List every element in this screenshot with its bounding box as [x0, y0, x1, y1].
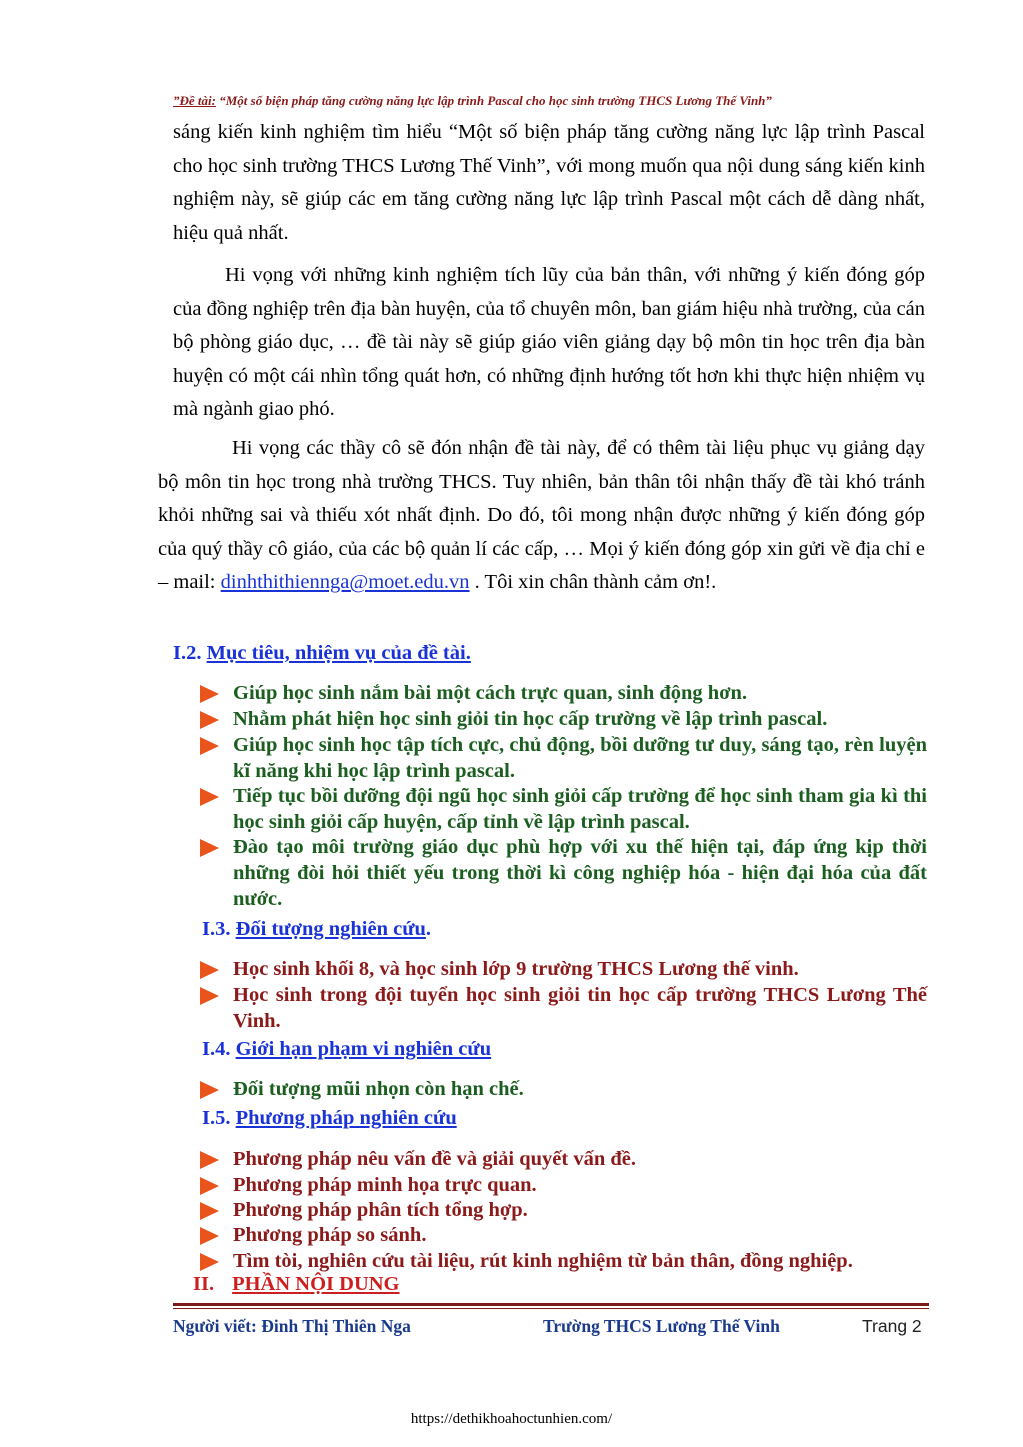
list-item-text: Phương pháp nêu vấn đề và giải quyết vấn đề. [233, 1148, 637, 1170]
footer-divider-thin [173, 1308, 929, 1309]
list-item-text: Giúp học sinh học tập tích cực, chủ động, bồi dưỡng tư duy, sáng tạo, rèn luyện kĩ năng khi học lập trình pascal. [233, 734, 927, 782]
section-title: Phương pháp nghiên cứu [235, 1107, 457, 1129]
email-link[interactable]: dinhthithiennga@moet.edu.vn [220, 571, 470, 593]
intro-paragraph-1: sáng kiến kinh nghiệm tìm hiểu “Một số biện pháp tăng cường năng lực lập trình Pascal cho học sinh trường THCS Lương Thế Vinh”, với mong muốn qua nội dung sáng kiến kinh nghiệm này, sẽ giúp các em tăng cường năng lực lập trình Pascal một cách dễ dàng nhất, hiệu quả nhất. [173, 121, 925, 244]
paragraph-3-text: Hi vọng các thầy cô sẽ đón nhận đề tài này, để có thêm tài liệu phục vụ giảng dạy bộ môn tin học trong nhà trường THCS. Tuy nhiên, bản thân tôi nhận thấy đề tài khó tránh khỏi những sai và thiếu xót nhất định. Do đó, tôi mong nhận được những ý kiến đóng góp của quý thầy cô giáo, của các bộ quản lí các cấp, … Mọi ý kiến đóng góp xin gửi về địa chỉ e – mail: [158, 437, 925, 593]
part-number: II. [193, 1273, 215, 1295]
list-item [200, 783, 927, 835]
list-item [200, 982, 927, 1034]
triangle-bullet-icon [200, 987, 219, 1005]
list-item [200, 1248, 927, 1274]
triangle-bullet-icon [200, 1253, 219, 1271]
list-item-text: Giúp học sinh nắm bài một cách trực quan, sinh động hơn. [233, 682, 748, 704]
source-url: https://dethikhoahoctunhien.com/ [410, 1411, 613, 1427]
intro-paragraph-2: Hi vọng với những kinh nghiệm tích lũy của bản thân, với những ý kiến đóng góp của đồng nghiệp trên địa bàn huyện, của tổ chuyên môn, ban giám hiệu nhà trường, của cán bộ phòng giáo dục, … đề tài này sẽ giúp giáo viên giảng dạy bộ môn tin học trên địa bàn huyện có một cái nhìn tổng quát hơn, có những định hướng tốt hơn khi thực hiện nhiệm vụ mà ngành giao phó. [173, 264, 925, 420]
list-item [200, 732, 927, 784]
section-title: Mục tiêu, nhiệm vụ của đề tài. [206, 642, 471, 664]
list-item-text: Đối tượng mũi nhọn còn hạn chế. [233, 1078, 524, 1100]
footer-author: Người viết: Đinh Thị Thiên Nga [173, 1316, 411, 1336]
section-title-period: . [425, 918, 432, 940]
section-heading-i5 [202, 1107, 457, 1130]
footer-school: Trường THCS Lương Thế Vinh [543, 1316, 780, 1336]
section-number: I.3. [202, 918, 236, 940]
list-item-text: Phương pháp phân tích tổng hợp. [233, 1199, 528, 1221]
section-number: I.4. [202, 1038, 236, 1060]
section-title: Đối tượng nghiên cứu [235, 918, 426, 940]
paragraph-3-closing: . Tôi xin chân thành cảm ơn!. [469, 571, 717, 593]
list-item-text: Đào tạo môi trường giáo dục phù hợp với xu thế hiện tại, đáp ứng kịp thời những đòi hỏi thiết yếu trong thời kì công nghiệp hóa - hiện đại hóa của đất nước. [233, 836, 927, 910]
list-item [200, 834, 927, 912]
list-item [200, 1172, 927, 1198]
list-item [200, 1197, 927, 1223]
part-heading-ii [193, 1273, 400, 1296]
section-heading-i2 [173, 642, 471, 665]
section-number: I.5. [202, 1107, 236, 1129]
triangle-bullet-icon [200, 1227, 219, 1245]
triangle-bullet-icon [200, 1177, 219, 1195]
triangle-bullet-icon [200, 1151, 219, 1169]
intro-paragraph-3 [158, 432, 925, 600]
section-number: I.2. [173, 642, 207, 664]
list-item [200, 1146, 927, 1172]
triangle-bullet-icon [200, 685, 219, 703]
list-item-text: Nhằm phát hiện học sinh giỏi tin học cấp trường về lập trình pascal. [233, 708, 828, 730]
triangle-bullet-icon [200, 961, 219, 979]
list-item-text: Học sinh khối 8, và học sinh lớp 9 trường THCS Lương thế vinh. [233, 958, 799, 980]
section-title: Giới hạn phạm vi nghiên cứu [235, 1038, 492, 1060]
page-number: Trang 2 [862, 1316, 922, 1336]
triangle-bullet-icon [200, 839, 219, 857]
section-heading-i3 [202, 918, 431, 941]
section-heading-i4 [202, 1038, 491, 1061]
triangle-bullet-icon [200, 737, 219, 755]
triangle-bullet-icon [200, 788, 219, 806]
list-item-text: Học sinh trong đội tuyển học sinh giỏi tin học cấp trường THCS Lương Thế Vinh. [233, 984, 927, 1032]
list-item [200, 1222, 927, 1248]
list-item-text: Tiếp tục bồi dưỡng đội ngũ học sinh giỏi cấp trường để học sinh tham gia kì thi học sinh giỏi cấp huyện, cấp tỉnh về lập trình pascal. [233, 785, 927, 833]
triangle-bullet-icon [200, 711, 219, 729]
list-item-text: Tìm tòi, nghiên cứu tài liệu, rút kinh nghiệm từ bản thân, đồng nghiệp. [233, 1250, 853, 1272]
list-item [200, 956, 927, 982]
running-header [173, 93, 933, 109]
list-item-text: Phương pháp minh họa trực quan. [233, 1174, 537, 1196]
list-item [200, 1076, 927, 1102]
header-title: “Một số biện pháp tăng cường năng lực lập trình Pascal cho học sinh trường THCS Lương Thế Vinh” [215, 93, 772, 108]
triangle-bullet-icon [200, 1081, 219, 1099]
footer-divider [173, 1303, 929, 1306]
triangle-bullet-icon [200, 1202, 219, 1220]
list-item [200, 706, 927, 732]
list-item [200, 680, 927, 706]
part-title: PHẦN NỘI DUNG [232, 1273, 400, 1295]
list-item-text: Phương pháp so sánh. [233, 1224, 427, 1246]
header-label: ”Đề tài: [173, 93, 216, 108]
